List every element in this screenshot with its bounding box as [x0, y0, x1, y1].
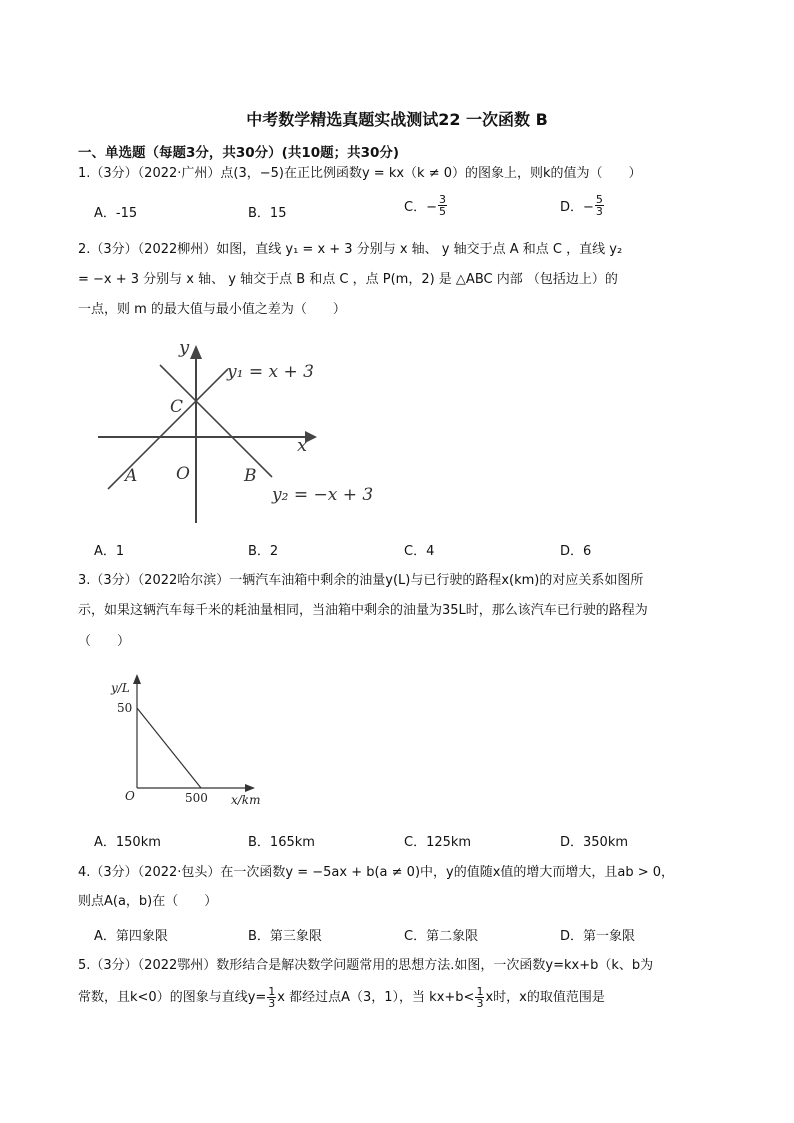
- question-4-option-c[interactable]: C．第二象限: [404, 929, 479, 944]
- question-1-text: 1.（3分）（2022·广州）点(3，−5)在正比例函数y = kx（k ≠ 0）的图象上，则k的值为（ ）: [78, 166, 642, 181]
- question-2-line-3: 一点，则 m 的最大值与最小值之差为（ ）: [78, 302, 346, 317]
- page-title: 中考数学精选真题实战测试22 一次函数 B: [246, 110, 548, 129]
- fuel-line: [137, 708, 201, 788]
- x-axis-label: x/km: [231, 793, 261, 807]
- question-2-figure: [90, 335, 390, 530]
- question-2-option-b[interactable]: B．2: [248, 544, 279, 559]
- y-axis-label: y: [179, 337, 190, 358]
- question-3-option-b[interactable]: B．165km: [248, 835, 315, 850]
- question-5-line-2: [78, 986, 605, 1009]
- fraction: [267, 986, 276, 1009]
- question-3-option-c[interactable]: C．125km: [404, 835, 472, 850]
- question-1-option-a[interactable]: A．-15: [94, 206, 138, 221]
- fraction: [475, 986, 484, 1009]
- question-4-line-1: 4.（3分）（2022·包头）在一次函数y = −5ax + b(a ≠ 0)中，y的值随x值的增大而增大，且ab > 0，: [78, 865, 675, 880]
- section-heading: 一、单选题（每题3分，共30分）(共10题；共30分): [78, 145, 400, 161]
- point-b-label: B: [244, 466, 257, 486]
- question-3-option-d[interactable]: D．350km: [560, 835, 629, 850]
- question-5-line-1: 5.（3分）（2022鄂州）数形结合是解决数学问题常用的思想方法.如图，一次函数y=kx+b（k、b为: [78, 958, 654, 973]
- question-4-option-a[interactable]: A．第四象限: [94, 929, 168, 944]
- line-y1-label: y₁ = x + 3: [227, 362, 314, 382]
- x-axis-arrow: [245, 784, 255, 792]
- question-1-option-d[interactable]: [560, 194, 605, 217]
- question-5-text-b: x 都经过点A（3，1），当 kx+b<: [277, 990, 475, 1005]
- origin-label: O: [176, 464, 190, 484]
- question-3-option-a[interactable]: A．150km: [94, 835, 161, 850]
- fraction-numerator: 1: [268, 985, 276, 998]
- point-c-label: C: [170, 397, 184, 417]
- question-4-option-b[interactable]: B．第三象限: [248, 929, 322, 944]
- fraction-numerator: 1: [476, 985, 484, 998]
- question-3-line-3: （ ）: [78, 634, 131, 649]
- y-axis-arrow: [190, 345, 202, 359]
- x-axis-label: x: [297, 435, 308, 456]
- fraction-denominator: 3: [268, 997, 276, 1010]
- fraction: [438, 194, 447, 217]
- question-2-option-a[interactable]: A．1: [94, 544, 125, 559]
- question-1-option-c[interactable]: [404, 194, 448, 217]
- origin-label: O: [125, 789, 135, 803]
- question-3-line-2: 示，如果这辆汽车每千米的耗油量相同，当油箱中剩余的油量为35L时，那么该汽车已行驶的路程为: [78, 603, 648, 618]
- question-3-line-1: 3.（3分）（2022哈尔滨）一辆汽车油箱中剩余的油量y(L)与已行驶的路程x(km)的对应关系如图所: [78, 573, 644, 588]
- question-2-option-d[interactable]: D．6: [560, 544, 592, 559]
- y-axis-label: y/L: [111, 681, 130, 695]
- question-5-text-c: x时，x的取值范围是: [485, 990, 605, 1005]
- y-axis-arrow: [133, 674, 141, 684]
- fraction-denominator: 3: [595, 205, 603, 218]
- option-d-prefix: D．−: [560, 200, 594, 215]
- question-2-option-c[interactable]: C．4: [404, 544, 435, 559]
- question-5-text-a: 常数，且k<0）的图象与直线y=: [78, 990, 267, 1005]
- question-4-line-2: 则点A(a，b)在（ ）: [78, 894, 218, 909]
- question-1-option-b[interactable]: B．15: [248, 206, 287, 221]
- fraction-denominator: 5: [438, 205, 446, 218]
- question-3-figure: [105, 670, 275, 815]
- question-2-line-2: = −x + 3 分别与 x 轴、 y 轴交于点 B 和点 C ，点 P(m，2) 是 △ABC 内部 （包括边上）的: [78, 272, 618, 287]
- fraction-numerator: 3: [438, 193, 446, 206]
- point-a-label: A: [125, 466, 138, 486]
- option-c-prefix: C．−: [404, 200, 437, 215]
- line-y2-label: y₂ = −x + 3: [272, 485, 374, 505]
- fraction-numerator: 5: [595, 193, 603, 206]
- question-2-line-1: 2.（3分）（2022柳州）如图，直线 y₁ = x + 3 分别与 x 轴、 y 轴交于点 A 和点 C ，直线 y₂: [78, 242, 623, 257]
- x-tick-label: 500: [185, 791, 208, 805]
- fraction-denominator: 3: [476, 997, 484, 1010]
- fraction: [595, 194, 604, 217]
- question-4-option-d[interactable]: D．第一象限: [560, 929, 636, 944]
- y-tick-label: 50: [117, 701, 133, 715]
